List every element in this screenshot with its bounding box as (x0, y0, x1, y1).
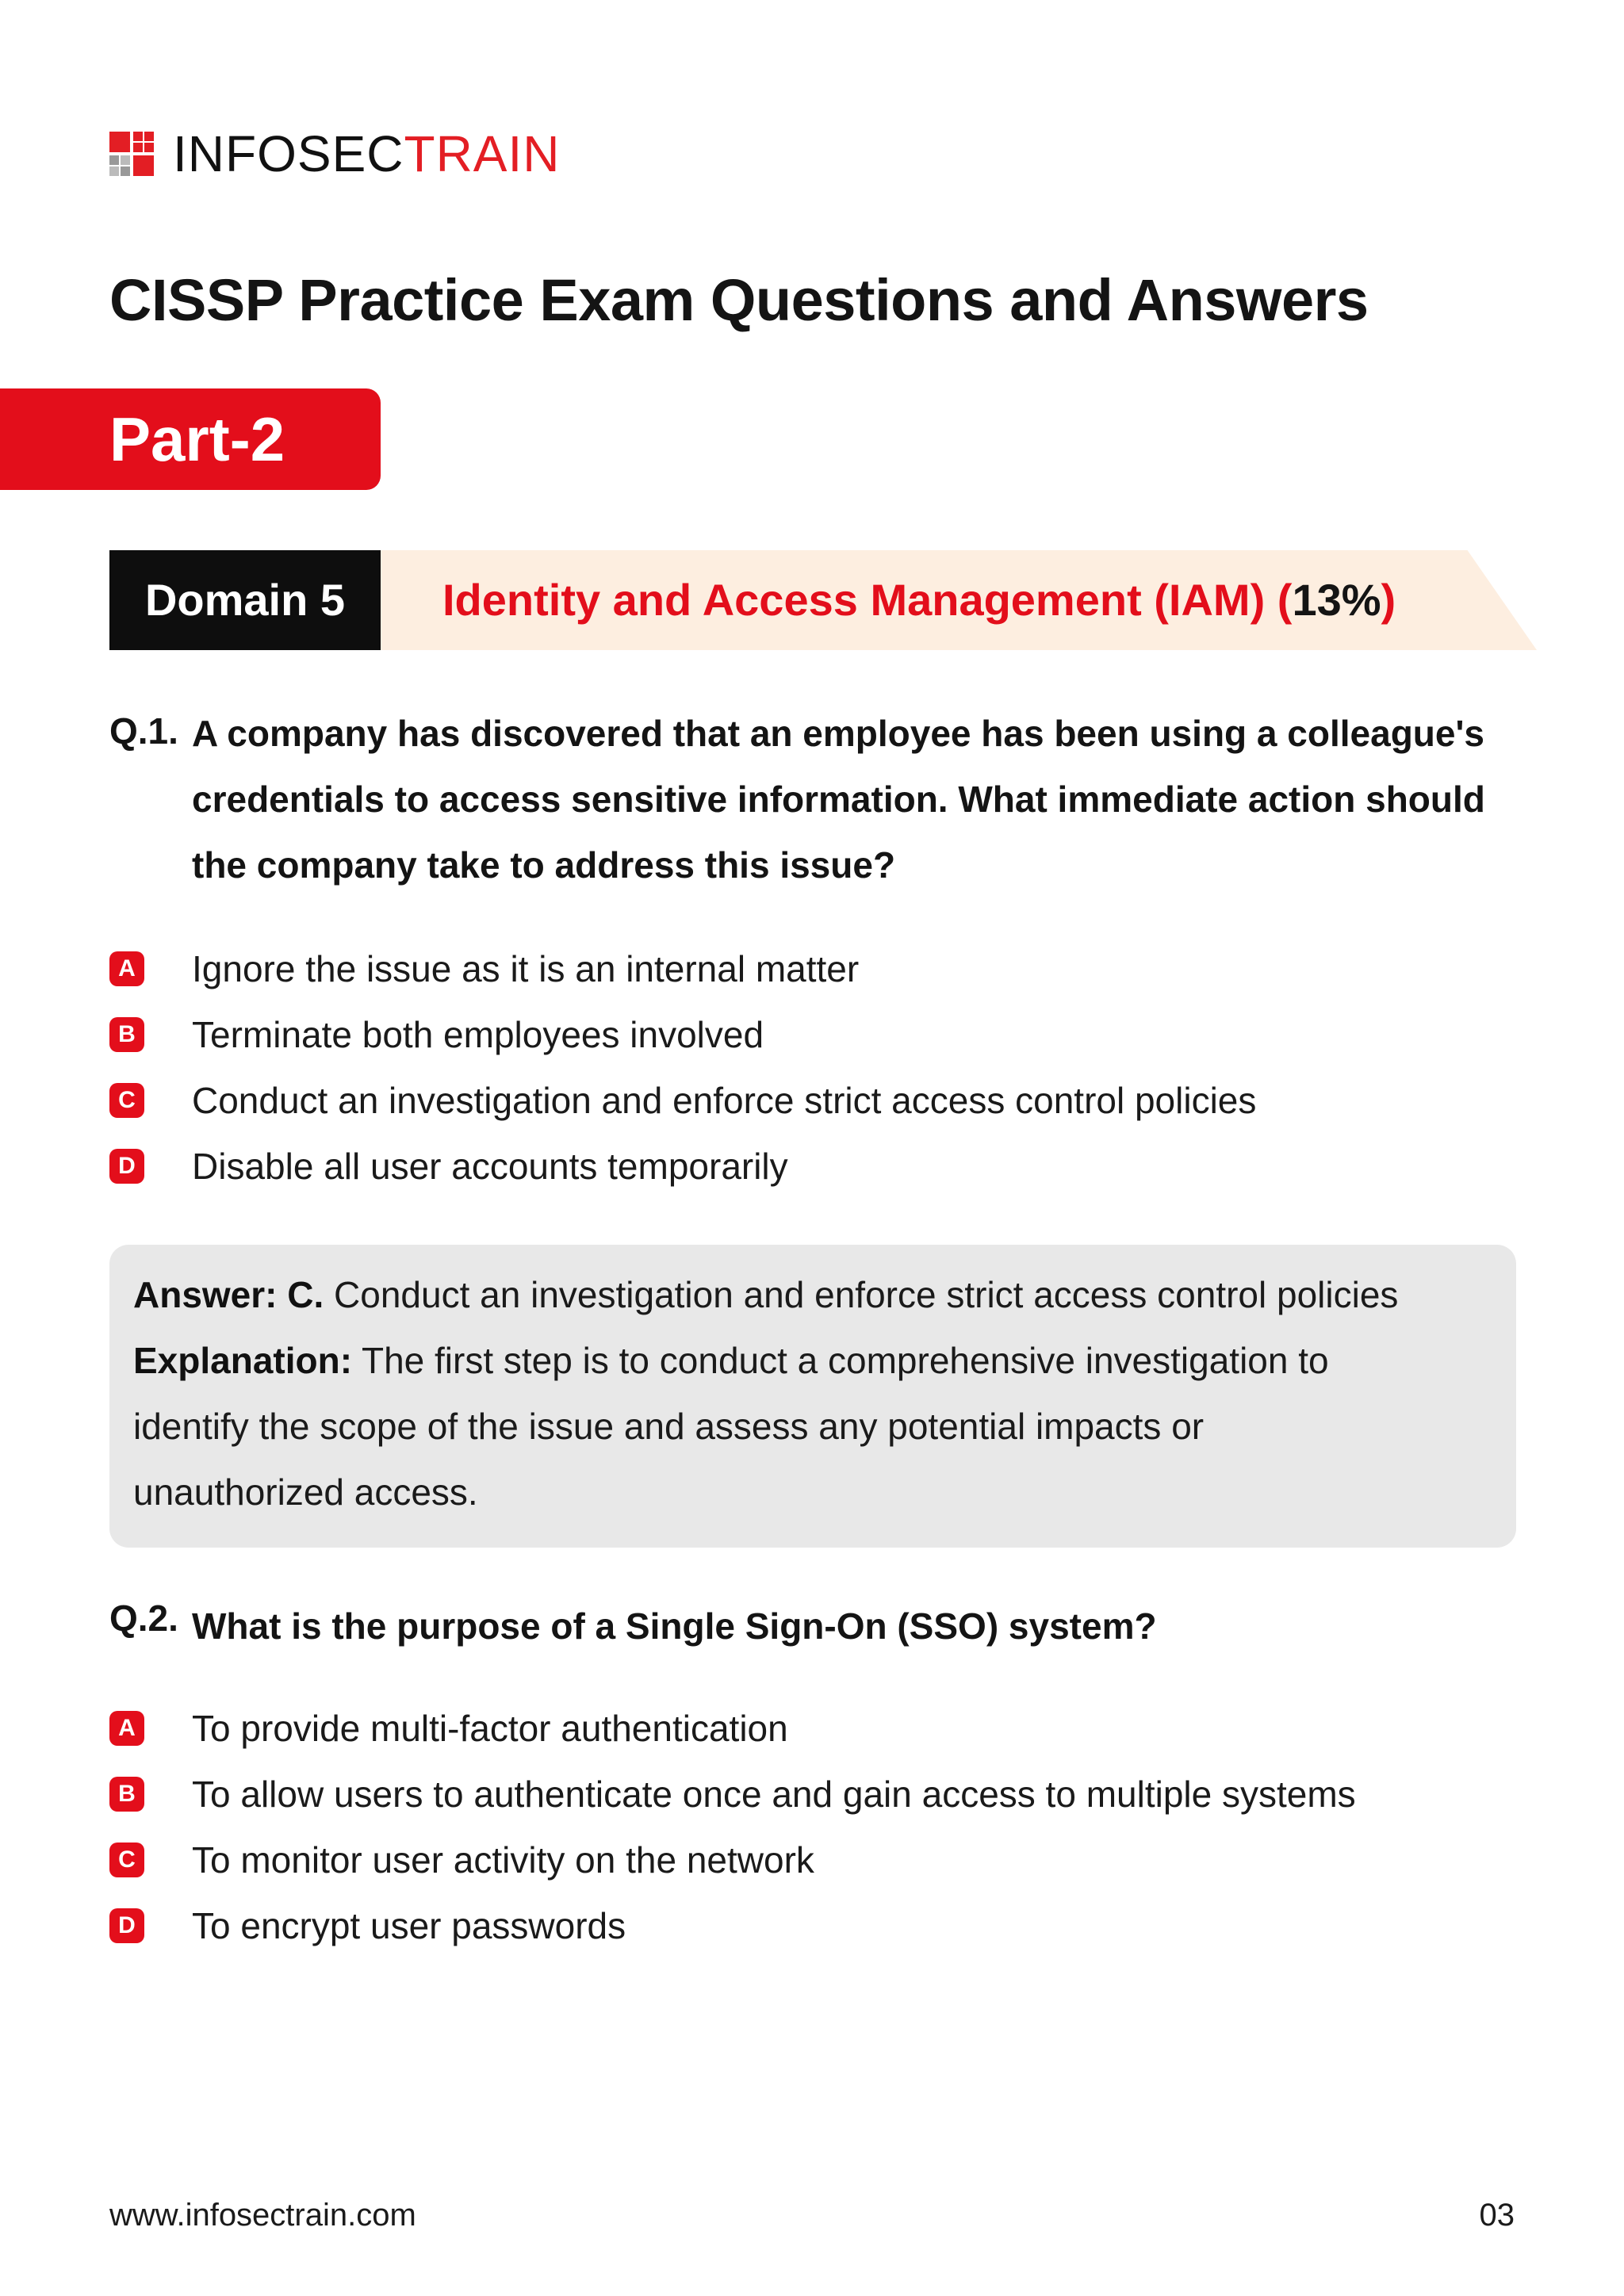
question-2-options (0, 1695, 1356, 1958)
option-b[interactable] (0, 1001, 1256, 1067)
option-letter-badge: B (109, 1017, 144, 1052)
question-number: Q.2. (109, 1598, 178, 1639)
option-text: To encrypt user passwords (192, 1904, 626, 1946)
answer-explanation-box: Answer: C. Conduct an investigation and enforce strict access control policies Explanation: The first step is to conduct a comprehensive investigation to identify the scope of the issue and assess any potential impacts or unauthorized access. (109, 1245, 1516, 1548)
brand-logo (109, 125, 561, 182)
option-text: Disable all user accounts temporarily (192, 1145, 788, 1187)
option-text: Conduct an investigation and enforce strict access control policies (192, 1079, 1257, 1121)
part-label: Part-2 (0, 388, 381, 490)
option-letter-badge: B (109, 1777, 144, 1812)
option-letter-badge: D (109, 1908, 144, 1943)
option-text: To allow users to authenticate once and gain access to multiple systems (192, 1773, 1356, 1815)
option-c[interactable] (0, 1067, 1256, 1133)
option-d[interactable] (0, 1133, 1256, 1199)
question-text: A company has discovered that an employee has been using a colleague's credentials to access sensitive information. What immediate action should the company take to address this issue? (192, 713, 1485, 886)
option-text: Terminate both employees involved (192, 1013, 764, 1055)
option-text: Ignore the issue as it is an internal matter (192, 947, 860, 989)
page-title: CISSP Practice Exam Questions and Answers (109, 267, 1369, 333)
option-letter-badge: A (109, 951, 144, 986)
logo-mark-icon (109, 132, 154, 176)
logo-wordmark: INFOSECTRAIN (173, 125, 561, 182)
domain-label: Domain 5 (109, 550, 381, 650)
page-number: 03 (1479, 2198, 1515, 2233)
option-b[interactable] (0, 1761, 1356, 1827)
option-text: To provide multi-factor authentication (192, 1707, 788, 1749)
option-a[interactable] (0, 936, 1256, 1001)
option-letter-badge: C (109, 1083, 144, 1118)
answer-line: Answer: C. Conduct an investigation and enforce strict access control policies (133, 1274, 1399, 1315)
domain-banner (109, 550, 1537, 650)
footer-url-link[interactable]: www.infosectrain.com (109, 2198, 416, 2233)
option-letter-badge: A (109, 1711, 144, 1746)
option-d[interactable] (0, 1892, 1356, 1958)
option-c[interactable] (0, 1827, 1356, 1892)
domain-percent: 13% (1292, 575, 1381, 625)
option-letter-badge: C (109, 1843, 144, 1877)
domain-name: Identity and Access Management (IAM) (13%) (442, 575, 1396, 625)
option-letter-badge: D (109, 1149, 144, 1184)
question-number: Q.1. (109, 710, 178, 752)
option-text: To monitor user activity on the network (192, 1839, 814, 1881)
option-a[interactable] (0, 1695, 1356, 1761)
explanation-line: Explanation: The first step is to conduct a comprehensive investigation to (133, 1340, 1329, 1381)
question-1-options (0, 936, 1256, 1199)
question-text: What is the purpose of a Single Sign-On (SSO) system? (192, 1605, 1157, 1647)
